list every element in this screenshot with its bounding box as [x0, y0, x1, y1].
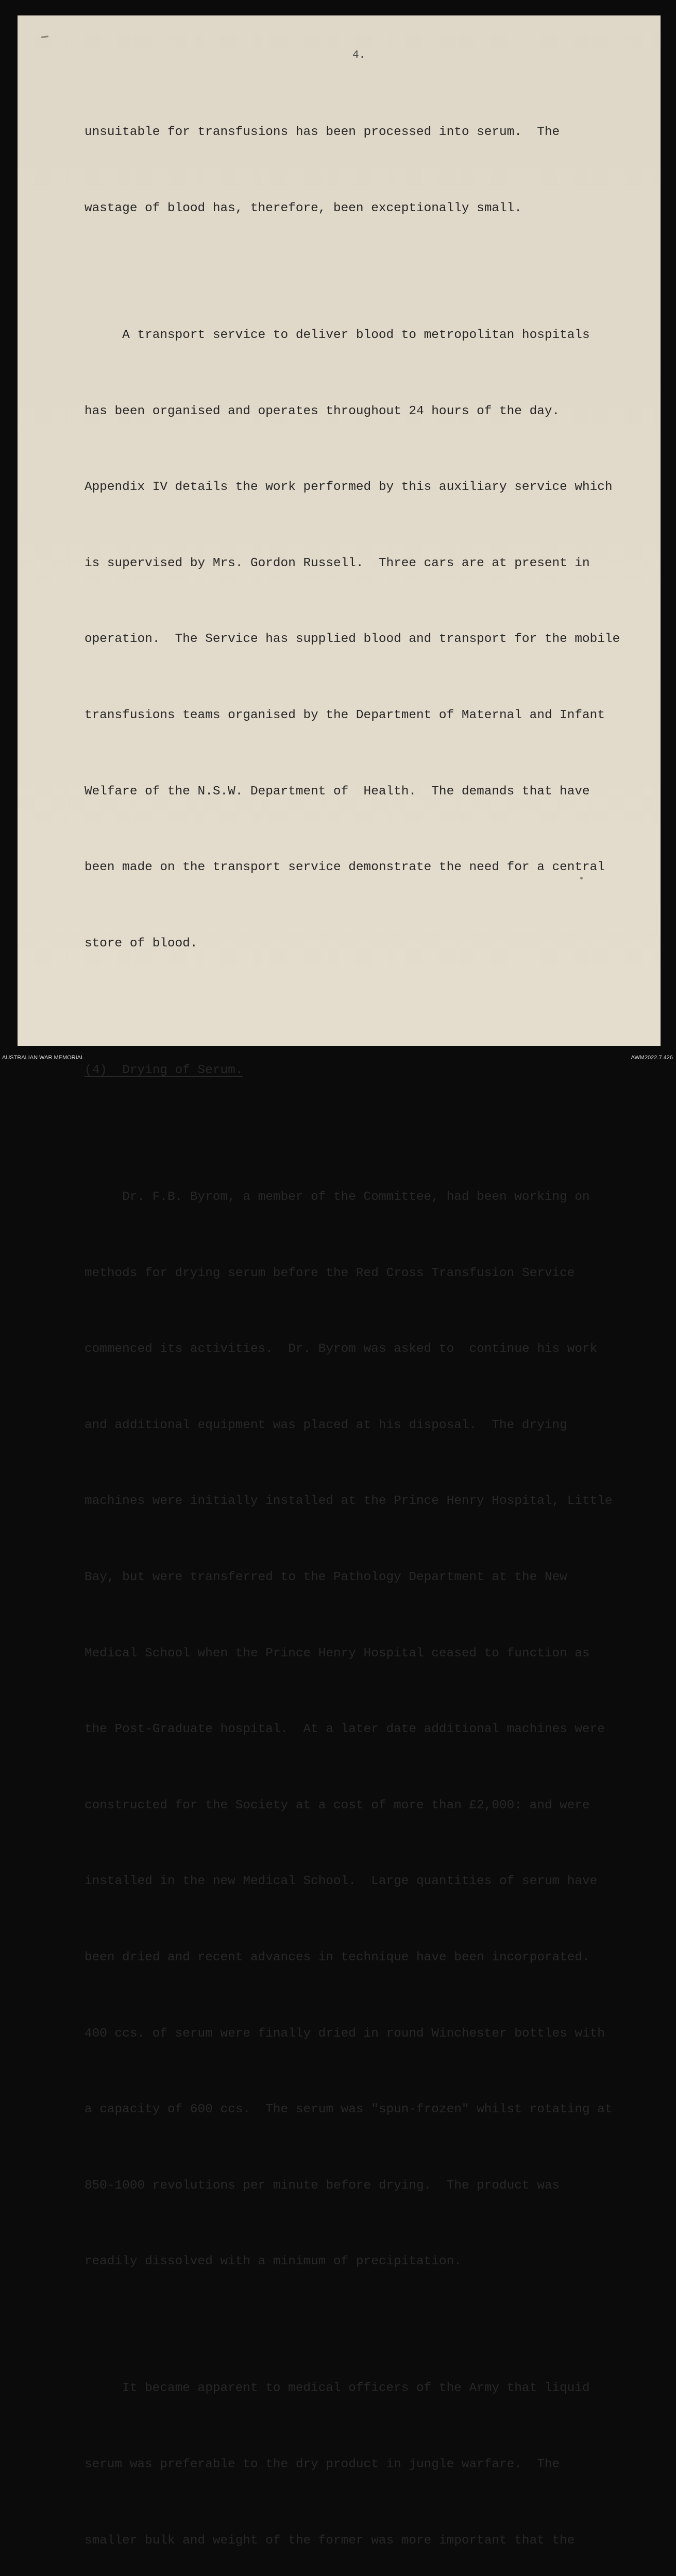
text-line: methods for drying serum before the Red Cross Transfusion Service — [84, 1266, 575, 1280]
text-line: transfusions teams organised by the Department of Maternal and Infant — [84, 708, 605, 723]
section-heading-wrapper — [84, 1007, 651, 1134]
paragraph — [84, 2325, 651, 2576]
archive-footer — [0, 1054, 676, 1062]
text-line: Appendix IV details the work performed by this auxiliary service which — [84, 480, 613, 495]
section-heading: (4) Drying of Serum. — [84, 1063, 243, 1077]
text-line: smaller bulk and weight of the former was more important that the — [84, 2533, 575, 2548]
text-line: machines were initially installed at the Prince Henry Hospital, Little — [84, 1494, 613, 1509]
footer-accession-number: AWM2022.7.426 — [631, 1055, 673, 1061]
text-line: Medical School when the Prince Henry Hospital ceased to function as — [84, 1646, 590, 1660]
text-line: A transport service to deliver blood to metropolitan hospitals — [84, 328, 590, 343]
text-line: Dr. F.B. Byrom, a member of the Committee, had been working on — [84, 1190, 590, 1204]
text-line: been dried and recent advances in technique have been incorporated. — [84, 1951, 590, 1965]
text-line: It became apparent to medical officers of the Army that liquid — [84, 2381, 590, 2396]
text-line: the Post-Graduate hospital. At a later date additional machines were — [84, 1722, 605, 1737]
text-line: unsuitable for transfusions has been processed into serum. The — [84, 125, 560, 140]
text-line: and additional equipment was placed at his disposal. The drying — [84, 1418, 567, 1432]
document-body — [84, 69, 651, 2576]
ink-mark — [41, 36, 48, 38]
text-line: has been organised and operates throughout 24 hours of the day. — [84, 404, 560, 418]
text-line: wastage of blood has, therefore, been exceptionally small. — [84, 201, 522, 216]
text-line: constructed for the Society at a cost of more than £2,000: and were — [84, 1798, 590, 1812]
text-line: 400 ccs. of serum were finally dried in round Winchester bottles with — [84, 2026, 605, 2041]
text-line: commenced its activities. Dr. Byrom was asked to continue his work — [84, 1342, 598, 1357]
text-line: a capacity of 600 ccs. The serum was "spun-frozen" whilst rotating at — [84, 2103, 613, 2117]
footer-institution: AUSTRALIAN WAR MEMORIAL — [2, 1055, 84, 1061]
text-line: serum was preferable to the dry product in jungle warfare. The — [84, 2458, 560, 2472]
text-line: operation. The Service has supplied blood and transport for the mobile — [84, 632, 620, 647]
text-line: been made on the transport service demonstrate the need for a central — [84, 860, 605, 875]
page-number: 4. — [352, 49, 366, 61]
text-line: store of blood. — [84, 936, 198, 951]
text-line: Bay, but were transferred to the Pathology Department at the New — [84, 1570, 567, 1584]
text-line: is supervised by Mrs. Gordon Russell. Three cars are at present in — [84, 556, 590, 570]
text-line: installed in the new Medical School. Large quantities of serum have — [84, 1874, 598, 1889]
paragraph — [84, 1134, 651, 2326]
text-line: Welfare of the N.S.W. Department of Health. The demands that have — [84, 784, 590, 799]
text-line: readily dissolved with a minimum of precipitation. — [84, 2255, 462, 2269]
paragraph — [84, 69, 651, 272]
paragraph — [84, 272, 651, 1007]
text-line: 850-1000 revolutions per minute before drying. The product was — [84, 2178, 560, 2193]
